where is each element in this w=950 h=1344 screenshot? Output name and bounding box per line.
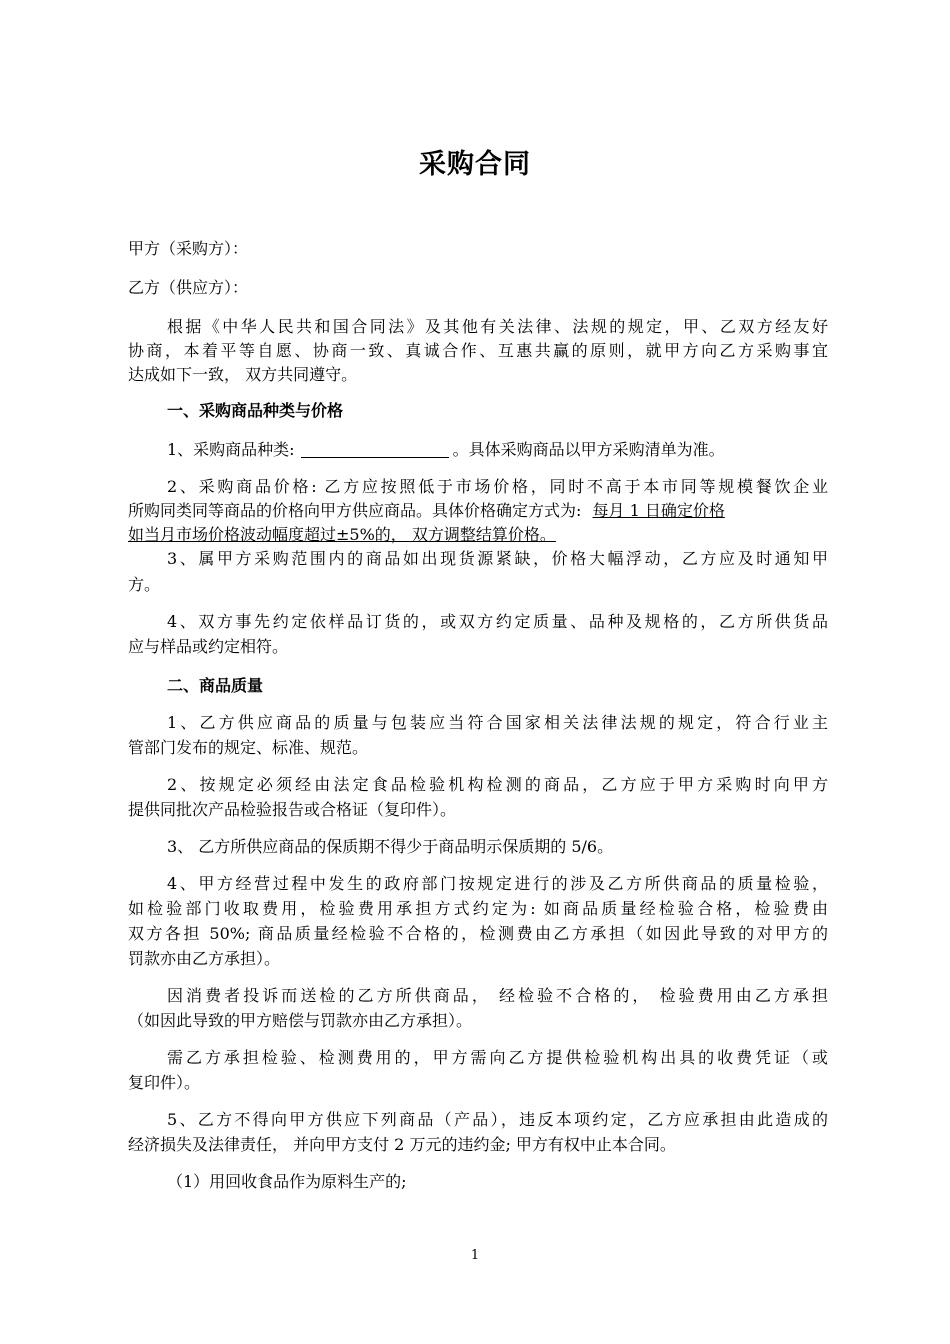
product-type-blank bbox=[301, 441, 449, 458]
section2-para6-line-1: 需乙方承担检验、检测费用的，甲方需向乙方提供检验机构出具的收费凭证（或 bbox=[167, 1048, 828, 1067]
page-number: 1 bbox=[470, 1248, 480, 1263]
section2-item4-line-4: 罚款亦由乙方承担）。 bbox=[128, 949, 281, 968]
price-method-underlined-1: 每月 1 日确定价格 bbox=[592, 501, 725, 520]
section1-item2-line-2 bbox=[128, 500, 828, 522]
section2-item1-line-1: 1、乙方供应商品的质量与包装应当符合国家相关法律法规的规定，符合行业主 bbox=[167, 713, 828, 732]
price-method-underlined-2: 如当月市场价格波动幅度超过±5%的， 双方调整结算价格。 bbox=[128, 525, 556, 544]
party-b-line: 乙方（供应方）： bbox=[128, 278, 249, 297]
section2-item2-line-2: 提供同批次产品检验报告或合格证（复印件）。 bbox=[128, 800, 457, 819]
section2-item3: 3、 乙方所供应商品的保质期不得少于商品明示保质期的 5/6。 bbox=[167, 837, 614, 856]
section2-item2-line-1: 2、按规定必须经由法定食品检验机构检测的商品，乙方应于甲方采购时向甲方 bbox=[167, 775, 828, 794]
section1-item2-text: 所购同类同等商品的价格向甲方供应商品。具体价格确定方式为: bbox=[128, 501, 582, 520]
section2-para6-line-2: 复印件）。 bbox=[128, 1073, 201, 1092]
section2-item4-line-3: 双方各担 50%; 商品质量经检验不合格的，检测费由乙方承担（如因此导致的对甲方的 bbox=[128, 924, 828, 943]
section1-item4-line-2: 应与样品或约定相符。 bbox=[128, 637, 289, 656]
party-a-line: 甲方（采购方）： bbox=[128, 239, 249, 258]
section1-item1-suffix: 。具体采购商品以甲方采购清单为准。 bbox=[452, 440, 725, 459]
section2-para5-line-1: 因消费者投诉而送检的乙方所供商品， 经检验不合格的， 检验费用由乙方承担 bbox=[167, 986, 828, 1005]
section1-item2-line-1: 2、采购商品价格: 乙方应按照低于市场价格，同时不高于本市同等规模餐饮企业 bbox=[167, 477, 828, 496]
section2-item5-line-2: 经济损失及法律责任， 并向甲方支付 2 万元的违约金; 甲方有权中止本合同。 bbox=[128, 1135, 676, 1154]
section1-item1 bbox=[167, 439, 828, 461]
section2-sub1: （1）用回收食品作为原料生产的; bbox=[167, 1172, 407, 1191]
section2-item4-line-1: 4、甲方经营过程中发生的政府部门按规定进行的涉及乙方所供商品的质量检验， bbox=[167, 874, 828, 893]
section1-item3-line-2: 方。 bbox=[128, 575, 161, 594]
section2-item1-line-2: 管部门发布的规定、标准、规范。 bbox=[128, 738, 369, 757]
section2-para5-line-2: （如因此导致的甲方赔偿与罚款亦由乙方承担）。 bbox=[128, 1011, 473, 1030]
section1-item3-line-1: 3、属甲方采购范围内的商品如出现货源紧缺，价格大幅浮动，乙方应及时通知甲 bbox=[167, 549, 828, 568]
section1-item1-label: 1、采购商品种类: bbox=[167, 440, 295, 459]
section2-heading: 二、商品质量 bbox=[167, 676, 264, 695]
preamble-line-2: 协商，本着平等自愿、协商一致、真诚合作、互惠共赢的原则，就甲方向乙方采购事宜 bbox=[128, 341, 828, 360]
preamble-line-3: 达成如下一致， 双方共同遵守。 bbox=[128, 365, 358, 384]
section2-item5-line-1: 5、乙方不得向甲方供应下列商品（产品），违反本项约定，乙方应承担由此造成的 bbox=[167, 1110, 828, 1129]
section1-heading: 一、采购商品种类与价格 bbox=[167, 401, 344, 420]
preamble-line-1: 根据《中华人民共和国合同法》及其他有关法律、法规的规定，甲、乙双方经友好 bbox=[167, 317, 828, 336]
section1-item2-line-3 bbox=[128, 524, 828, 546]
section1-item4-line-1: 4、双方事先约定依样品订货的，或双方约定质量、品种及规格的，乙方所供货品 bbox=[167, 612, 828, 631]
section2-item4-line-2: 如检验部门收取费用，检验费用承担方式约定为: 如商品质量经检验合格，检验费由 bbox=[128, 899, 828, 918]
document-title: 采购合同 bbox=[419, 149, 531, 180]
